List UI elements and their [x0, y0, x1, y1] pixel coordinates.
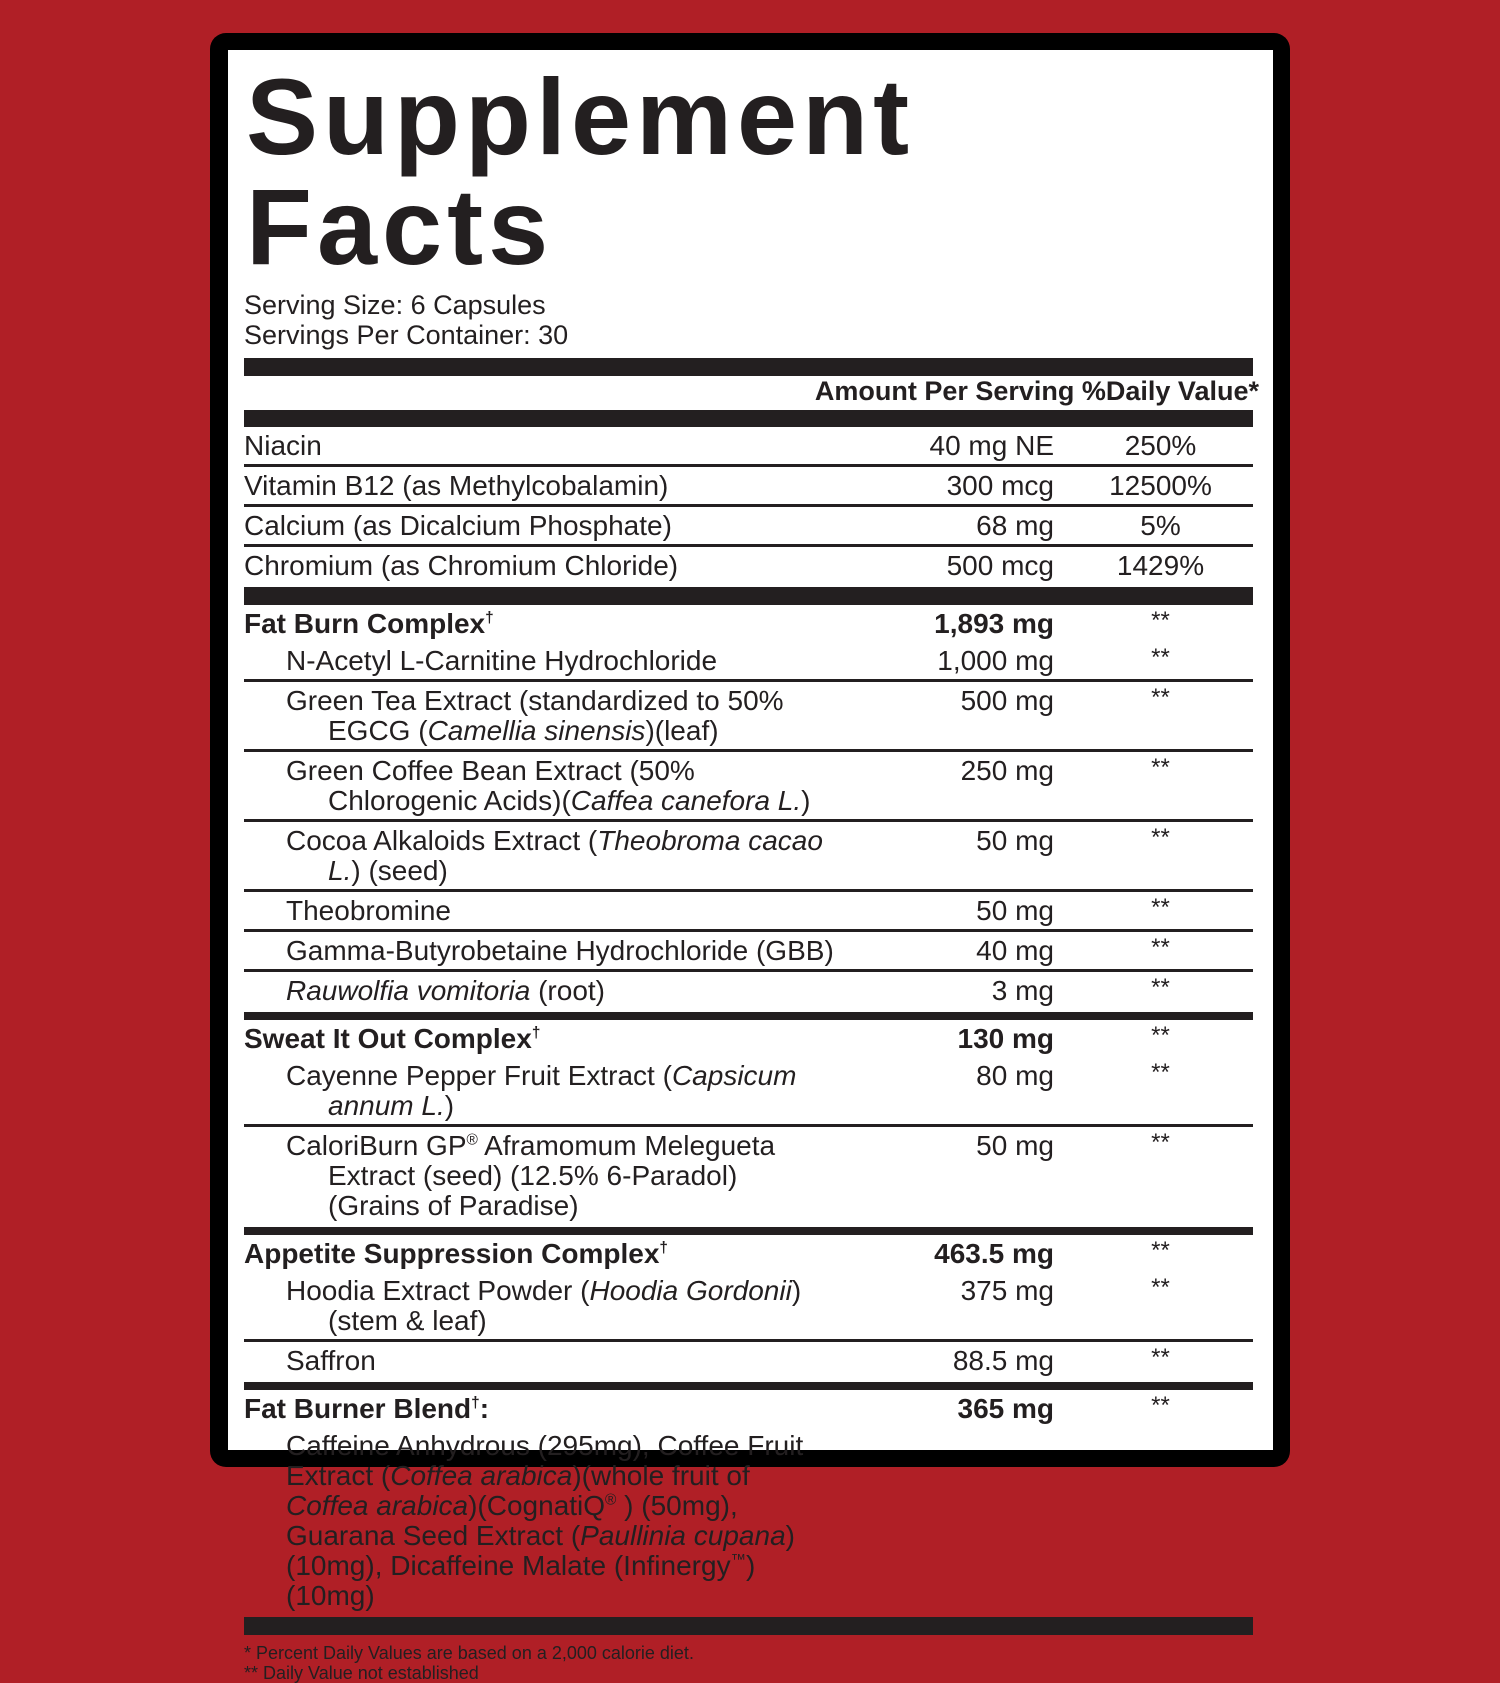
superscript-mark: † [471, 1394, 480, 1412]
servings-per-container: Servings Per Container: 30 [244, 320, 569, 350]
ingredient-name-segment: ) (50mg), Guarana Seed Extract ( [286, 1490, 738, 1551]
daily-value [1054, 1431, 1253, 1611]
ingredient-name-segment: Fat Burn Complex [244, 608, 486, 639]
ingredient-name [244, 431, 834, 461]
amount-per-serving: 1,000 mg [937, 645, 1054, 676]
ingredient-name-segment: N-Acetyl L-Carnitine Hydrochloride [286, 645, 718, 676]
ingredient-name-segment: Cayenne Pepper Fruit Extract ( [286, 1060, 672, 1091]
divider-bar [244, 1617, 1253, 1635]
amount-per-serving: 130 mg [957, 1023, 1054, 1054]
amount-per-serving: 50 mg [976, 895, 1054, 926]
amount-per-serving: 3 mg [991, 975, 1054, 1006]
ingredient-name [244, 471, 834, 501]
ingredient-name [244, 1346, 834, 1376]
ingredient-name-segment: CaloriBurn GP [286, 1130, 467, 1161]
amount-per-serving: 500 mcg [946, 550, 1054, 581]
ingredient-name-segment: Niacin [244, 430, 322, 461]
ingredient-name-segment: Gamma-Butyrobetaine Hydrochloride (GBB) [286, 935, 834, 966]
ingredient-name [244, 896, 834, 926]
ingredient-name-segment: ) (seed) [351, 855, 448, 886]
ingredient-name-segment: Sweat It Out Complex [244, 1023, 532, 1054]
daily-value: ** [1151, 754, 1170, 781]
ingredient-name-segment: )(CognatiQ [468, 1490, 606, 1521]
divider-bar [244, 358, 1253, 376]
amount-per-serving: 463.5 mg [934, 1238, 1054, 1269]
ingredient-name-segment: Theobroma cacao L. [328, 825, 823, 886]
ingredient-name-segment: Saffron [286, 1345, 376, 1376]
superscript-mark: ® [605, 1491, 617, 1509]
divider-bar [244, 587, 1253, 605]
ingredient-name [244, 1276, 834, 1336]
amount-per-serving [834, 1431, 1054, 1611]
ingredient-name-segment: Fat Burner Blend [244, 1393, 472, 1424]
amount-per-serving: 68 mg [976, 510, 1054, 541]
ingredient-name [244, 686, 834, 746]
table-row [244, 932, 1253, 972]
ingredient-name-segment: Caffea canefora L. [570, 785, 802, 816]
ingredient-name-segment: : [479, 1393, 490, 1424]
daily-value: ** [1151, 974, 1170, 1001]
ingredient-name-segment: )(10mg), Dicaffeine Malate (Infinergy [286, 1520, 795, 1581]
daily-value: ** [1151, 684, 1170, 711]
daily-value: ** [1151, 1237, 1170, 1264]
ingredient-name-segment: ) (stem & leaf) [328, 1275, 802, 1336]
ingredient-name [244, 976, 834, 1006]
column-header: Amount Per Serving %Daily Value* [814, 376, 1259, 406]
superscript-mark: † [659, 1239, 668, 1257]
amount-per-serving: 80 mg [976, 1060, 1054, 1091]
table-row [244, 822, 1253, 892]
table-row [244, 547, 1253, 584]
amount-per-serving: 1,893 mg [934, 608, 1054, 639]
ingredient-name [244, 1431, 834, 1611]
ingredient-name [244, 551, 834, 581]
daily-value: ** [1151, 1344, 1170, 1371]
table-row [244, 752, 1253, 822]
ingredient-name [244, 826, 834, 886]
amount-per-serving: 375 mg [960, 1275, 1054, 1306]
daily-value: 12500% [1109, 470, 1212, 501]
ingredient-name-segment: Hoodia Extract Powder ( [286, 1275, 590, 1306]
ingredient-name-segment: Capsicum annum L. [328, 1060, 797, 1121]
ingredient-name [244, 646, 834, 676]
ingredient-name-segment: Rauwolfia vomitoria [286, 975, 531, 1006]
daily-value: ** [1151, 894, 1170, 921]
amount-per-serving: 88.5 mg [952, 1345, 1054, 1376]
ingredient-name-segment: )(leaf) [645, 715, 719, 746]
ingredient-name [244, 1061, 834, 1121]
ingredient-name-segment: Aframomum Melegueta Extract (seed) (12.5% 6-Paradol) (Grains of Paradise) [328, 1130, 776, 1221]
ingredient-name-segment: )(whole fruit of [572, 1460, 750, 1491]
ingredient-name-segment: Hoodia Gordonii [589, 1275, 792, 1306]
table-row [244, 1272, 1253, 1342]
table-row [244, 682, 1253, 752]
complex-header-row [244, 1235, 1253, 1272]
ingredient-name-segment: Cocoa Alkaloids Extract ( [286, 825, 598, 856]
footnote: * Percent Daily Values are based on a 2,000 calorie diet. [244, 1643, 694, 1663]
ingredient-name-segment: Caffeine Anhydrous (295mg), Coffee Fruit Extract ( [286, 1430, 804, 1491]
ingredient-name [244, 1024, 834, 1054]
daily-value: ** [1151, 1022, 1170, 1049]
daily-value: ** [1151, 1392, 1170, 1419]
divider-bar [244, 1227, 1253, 1235]
ingredient-name-segment: Appetite Suppression Complex [244, 1238, 660, 1269]
table-row [244, 892, 1253, 932]
ingredient-name-segment: Green Tea Extract (standardized to 50% EGCG ( [286, 685, 784, 746]
ingredient-name [244, 936, 834, 966]
divider-bar [244, 410, 1253, 427]
ingredient-name-segment: ) [801, 785, 811, 816]
ingredient-name [244, 511, 834, 541]
ingredient-name-segment: Coffea arabica [390, 1460, 573, 1491]
table-row [244, 1342, 1253, 1379]
daily-value: ** [1151, 934, 1170, 961]
table-row [244, 507, 1253, 547]
table-row [244, 427, 1253, 467]
superscript-mark: † [531, 1024, 541, 1042]
ingredient-name-segment: )(10mg) [286, 1550, 756, 1611]
table-row [244, 642, 1253, 682]
daily-value: 5% [1140, 510, 1181, 541]
table-row [244, 1427, 1253, 1614]
ingredient-name-segment: Calcium (as Dicalcium Phosphate) [244, 510, 672, 541]
amount-per-serving: 365 mg [957, 1393, 1054, 1424]
complex-header-row [244, 605, 1253, 642]
daily-value: ** [1151, 1129, 1170, 1156]
ingredient-name [244, 609, 834, 639]
table-row [244, 972, 1253, 1009]
complex-header-row [244, 1390, 1253, 1427]
ingredient-name-segment: Chromium (as Chromium Chloride) [244, 550, 679, 581]
ingredient-name-segment: Coffea arabica [286, 1490, 469, 1521]
ingredient-name-segment: Paullinia cupana [580, 1520, 786, 1551]
table-row [244, 1127, 1253, 1224]
ingredient-name [244, 1394, 834, 1424]
ingredient-name-segment: Theobromine [286, 895, 451, 926]
amount-per-serving: 250 mg [960, 755, 1054, 786]
amount-per-serving: 500 mg [960, 685, 1054, 716]
daily-value: 250% [1124, 430, 1197, 461]
ingredient-name-segment: Green Coffee Bean Extract (50% Chlorogenic Acids)( [286, 755, 695, 816]
serving-size: Serving Size: 6 Capsules [244, 290, 546, 320]
daily-value: ** [1151, 607, 1170, 634]
label-title: Supplement Facts [246, 56, 915, 287]
amount-per-serving: 50 mg [976, 825, 1054, 856]
amount-per-serving: 50 mg [976, 1130, 1054, 1161]
ingredient-name [244, 1239, 834, 1269]
ingredient-name-segment: ) [444, 1090, 455, 1121]
superscript-mark: ® [466, 1131, 478, 1149]
superscript-mark: ™ [730, 1551, 746, 1569]
divider-bar [244, 1382, 1253, 1390]
daily-value: ** [1151, 644, 1170, 671]
superscript-mark: † [485, 609, 494, 627]
complex-header-row [244, 1020, 1253, 1057]
ingredient-name [244, 756, 834, 816]
ingredient-name [244, 1131, 834, 1221]
amount-per-serving: 40 mg [976, 935, 1054, 966]
divider-bar [244, 1012, 1253, 1020]
table-row [244, 467, 1253, 507]
daily-value: ** [1151, 1059, 1170, 1086]
daily-value: ** [1151, 1274, 1170, 1301]
daily-value: 1429% [1116, 550, 1205, 581]
supplement-facts-label [244, 56, 1259, 1683]
amount-per-serving: 40 mg NE [929, 430, 1054, 461]
table-row [244, 1057, 1253, 1127]
daily-value: ** [1151, 824, 1170, 851]
footnote: ** Daily Value not established [244, 1663, 479, 1683]
amount-per-serving: 300 mcg [946, 470, 1054, 501]
ingredient-name-segment: Camellia sinensis [427, 715, 646, 746]
ingredient-name-segment: Vitamin B12 (as Methylcobalamin) [244, 470, 669, 501]
ingredient-table [244, 427, 1253, 1635]
ingredient-name-segment: (root) [530, 975, 606, 1006]
